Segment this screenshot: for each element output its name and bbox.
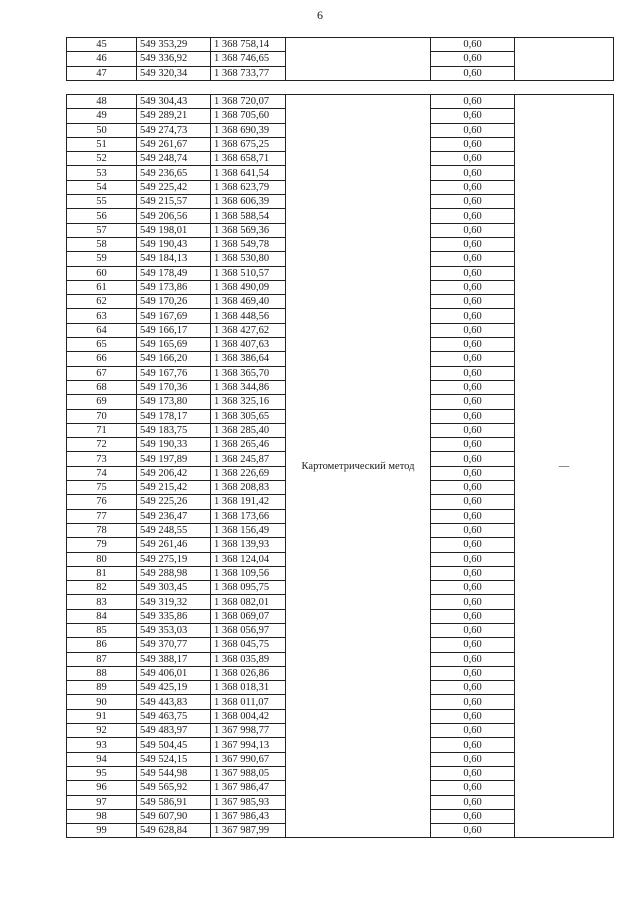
coordinate-y: 1 367 986,43 [211,809,286,823]
precision-value: 0,60 [431,766,515,780]
coordinate-y: 1 368 675,25 [211,137,286,151]
point-number: 64 [67,323,137,337]
precision-value: 0,60 [431,638,515,652]
point-number: 88 [67,666,137,680]
precision-value: 0,60 [431,666,515,680]
point-number: 79 [67,538,137,552]
point-number: 90 [67,695,137,709]
coordinate-y: 1 368 623,79 [211,180,286,194]
precision-value: 0,60 [431,66,515,80]
point-number: 95 [67,766,137,780]
coordinate-x: 549 215,42 [137,481,211,495]
precision-value: 0,60 [431,166,515,180]
coordinate-x: 549 173,86 [137,280,211,294]
coordinate-x: 549 248,55 [137,523,211,537]
coordinate-y: 1 368 026,86 [211,666,286,680]
precision-value: 0,60 [431,323,515,337]
precision-value: 0,60 [431,809,515,823]
precision-value: 0,60 [431,595,515,609]
coordinate-x: 549 170,26 [137,295,211,309]
precision-value: 0,60 [431,95,515,109]
point-number: 70 [67,409,137,423]
coordinate-x: 549 178,49 [137,266,211,280]
coordinate-x: 549 544,98 [137,766,211,780]
coordinate-y: 1 368 344,86 [211,380,286,394]
precision-value: 0,60 [431,423,515,437]
precision-value: 0,60 [431,781,515,795]
precision-value: 0,60 [431,738,515,752]
coordinate-x: 549 275,19 [137,552,211,566]
method-cell: Картометрический метод [286,95,431,838]
coordinate-y: 1 368 109,56 [211,566,286,580]
coordinate-x: 549 406,01 [137,666,211,680]
coordinate-y: 1 368 082,01 [211,595,286,609]
coordinate-y: 1 368 758,14 [211,38,286,52]
coordinate-x: 549 173,80 [137,395,211,409]
coordinate-x: 549 504,45 [137,738,211,752]
point-number: 84 [67,609,137,623]
coordinate-x: 549 215,57 [137,195,211,209]
point-number: 81 [67,566,137,580]
point-number: 77 [67,509,137,523]
coordinate-x: 549 198,01 [137,223,211,237]
precision-value: 0,60 [431,209,515,223]
coordinate-x: 549 483,97 [137,724,211,738]
point-number: 61 [67,280,137,294]
precision-value: 0,60 [431,52,515,66]
precision-value: 0,60 [431,395,515,409]
coordinate-y: 1 368 705,60 [211,109,286,123]
precision-value: 0,60 [431,466,515,480]
point-number: 82 [67,581,137,595]
coordinate-x: 549 206,56 [137,209,211,223]
coordinate-y: 1 368 641,54 [211,166,286,180]
precision-value: 0,60 [431,538,515,552]
coordinate-x: 549 165,69 [137,338,211,352]
coordinate-x: 549 206,42 [137,466,211,480]
point-number: 87 [67,652,137,666]
point-number: 52 [67,152,137,166]
precision-value: 0,60 [431,623,515,637]
coordinate-y: 1 368 569,36 [211,223,286,237]
coordinate-x: 549 167,76 [137,366,211,380]
coordinate-x: 549 274,73 [137,123,211,137]
point-number: 49 [67,109,137,123]
coordinate-y: 1 368 095,75 [211,581,286,595]
page-number: 6 [317,8,323,22]
point-number: 99 [67,824,137,838]
coordinate-x: 549 166,20 [137,352,211,366]
precision-value: 0,60 [431,366,515,380]
coordinate-y: 1 368 530,80 [211,252,286,266]
coordinate-x: 549 304,43 [137,95,211,109]
precision-value: 0,60 [431,352,515,366]
coordinate-x: 549 320,34 [137,66,211,80]
point-number: 94 [67,752,137,766]
coordinate-y: 1 368 427,62 [211,323,286,337]
point-number: 98 [67,809,137,823]
coordinate-y: 1 367 986,47 [211,781,286,795]
point-number: 50 [67,123,137,137]
coordinate-x: 549 261,46 [137,538,211,552]
precision-value: 0,60 [431,552,515,566]
point-number: 60 [67,266,137,280]
coordinate-y: 1 368 386,64 [211,352,286,366]
coordinate-y: 1 368 265,46 [211,438,286,452]
coordinate-x: 549 425,19 [137,681,211,695]
point-number: 76 [67,495,137,509]
point-number: 66 [67,352,137,366]
coordinate-y: 1 368 124,04 [211,552,286,566]
point-number: 86 [67,638,137,652]
coordinate-x: 549 178,17 [137,409,211,423]
coordinate-x: 549 166,17 [137,323,211,337]
coordinate-x: 549 463,75 [137,709,211,723]
coordinate-y: 1 368 035,89 [211,652,286,666]
precision-value: 0,60 [431,309,515,323]
coordinate-x: 549 353,29 [137,38,211,52]
dash-cell: — [515,95,614,838]
precision-value: 0,60 [431,280,515,294]
precision-value: 0,60 [431,38,515,52]
coordinate-y: 1 368 173,66 [211,509,286,523]
precision-value: 0,60 [431,581,515,595]
coordinate-y: 1 368 407,63 [211,338,286,352]
coordinate-y: 1 368 690,39 [211,123,286,137]
precision-value: 0,60 [431,438,515,452]
coordinate-x: 549 261,67 [137,137,211,151]
coordinate-y: 1 367 990,67 [211,752,286,766]
precision-value: 0,60 [431,609,515,623]
precision-value: 0,60 [431,695,515,709]
precision-value: 0,60 [431,338,515,352]
coordinate-x: 549 524,15 [137,752,211,766]
coordinate-y: 1 368 245,87 [211,452,286,466]
point-number: 59 [67,252,137,266]
point-number: 57 [67,223,137,237]
coordinate-x: 549 353,03 [137,623,211,637]
coordinate-x: 549 225,26 [137,495,211,509]
precision-value: 0,60 [431,195,515,209]
coordinate-y: 1 368 018,31 [211,681,286,695]
coordinate-x: 549 336,92 [137,52,211,66]
coordinate-y: 1 368 056,97 [211,623,286,637]
coordinate-y: 1 368 606,39 [211,195,286,209]
point-number: 56 [67,209,137,223]
precision-value: 0,60 [431,709,515,723]
dash-cell [515,38,614,81]
coordinate-x: 549 190,43 [137,237,211,251]
precision-value: 0,60 [431,652,515,666]
point-number: 96 [67,781,137,795]
precision-value: 0,60 [431,137,515,151]
table-row [67,38,614,52]
coordinate-y: 1 368 285,40 [211,423,286,437]
coordinate-x: 549 236,47 [137,509,211,523]
point-number: 91 [67,709,137,723]
point-number: 47 [67,66,137,80]
coordinate-y: 1 368 469,40 [211,295,286,309]
coordinate-x: 549 288,98 [137,566,211,580]
point-number: 53 [67,166,137,180]
point-number: 83 [67,595,137,609]
coordinate-x: 549 586,91 [137,795,211,809]
precision-value: 0,60 [431,123,515,137]
precision-value: 0,60 [431,380,515,394]
point-number: 92 [67,724,137,738]
coordinate-x: 549 388,17 [137,652,211,666]
precision-value: 0,60 [431,795,515,809]
coordinate-y: 1 368 365,70 [211,366,286,380]
coordinate-x: 549 190,33 [137,438,211,452]
point-number: 67 [67,366,137,380]
coordinate-y: 1 368 139,93 [211,538,286,552]
point-number: 48 [67,95,137,109]
point-number: 97 [67,795,137,809]
coordinate-x: 549 248,74 [137,152,211,166]
precision-value: 0,60 [431,237,515,251]
point-number: 58 [67,237,137,251]
coordinate-y: 1 368 720,07 [211,95,286,109]
coordinate-x: 549 183,75 [137,423,211,437]
precision-value: 0,60 [431,509,515,523]
coordinate-y: 1 368 448,56 [211,309,286,323]
point-number: 71 [67,423,137,437]
precision-value: 0,60 [431,523,515,537]
precision-value: 0,60 [431,824,515,838]
point-number: 51 [67,137,137,151]
coordinate-y: 1 368 045,75 [211,638,286,652]
coordinate-y: 1 368 733,77 [211,66,286,80]
precision-value: 0,60 [431,481,515,495]
coordinate-x: 549 607,90 [137,809,211,823]
point-number: 54 [67,180,137,194]
coordinate-y: 1 368 208,83 [211,481,286,495]
precision-value: 0,60 [431,452,515,466]
precision-value: 0,60 [431,152,515,166]
coordinate-x: 549 443,83 [137,695,211,709]
table-row [67,95,614,109]
point-number: 78 [67,523,137,537]
coordinate-x: 549 303,45 [137,581,211,595]
point-number: 69 [67,395,137,409]
precision-value: 0,60 [431,681,515,695]
precision-value: 0,60 [431,752,515,766]
coordinate-y: 1 367 994,13 [211,738,286,752]
point-number: 73 [67,452,137,466]
point-number: 46 [67,52,137,66]
coordinate-x: 549 628,84 [137,824,211,838]
coordinate-x: 549 225,42 [137,180,211,194]
point-number: 63 [67,309,137,323]
precision-value: 0,60 [431,295,515,309]
point-number: 55 [67,195,137,209]
coordinate-x: 549 184,13 [137,252,211,266]
coordinate-y: 1 368 510,57 [211,266,286,280]
coordinate-y: 1 368 156,49 [211,523,286,537]
coordinate-y: 1 368 069,07 [211,609,286,623]
point-number: 89 [67,681,137,695]
coordinate-y: 1 368 490,09 [211,280,286,294]
coordinate-x: 549 565,92 [137,781,211,795]
coordinate-x: 549 289,21 [137,109,211,123]
precision-value: 0,60 [431,252,515,266]
precision-value: 0,60 [431,266,515,280]
coordinate-y: 1 367 987,99 [211,824,286,838]
coordinate-x: 549 335,86 [137,609,211,623]
precision-value: 0,60 [431,223,515,237]
coordinate-y: 1 368 588,54 [211,209,286,223]
point-number: 72 [67,438,137,452]
coordinate-y: 1 367 988,05 [211,766,286,780]
coordinate-y: 1 367 998,77 [211,724,286,738]
coordinate-y: 1 368 004,42 [211,709,286,723]
point-number: 80 [67,552,137,566]
coordinate-y: 1 368 658,71 [211,152,286,166]
point-number: 65 [67,338,137,352]
point-number: 62 [67,295,137,309]
coordinates-table-main [66,94,614,838]
coordinate-y: 1 368 011,07 [211,695,286,709]
precision-value: 0,60 [431,724,515,738]
precision-value: 0,60 [431,495,515,509]
coordinate-x: 549 370,77 [137,638,211,652]
coordinates-table-top [66,37,614,81]
method-cell [286,38,431,81]
coordinate-x: 549 319,32 [137,595,211,609]
coordinate-y: 1 368 746,65 [211,52,286,66]
coordinate-x: 549 170,36 [137,380,211,394]
coordinate-x: 549 167,69 [137,309,211,323]
point-number: 85 [67,623,137,637]
precision-value: 0,60 [431,566,515,580]
coordinate-y: 1 368 325,16 [211,395,286,409]
coordinate-y: 1 367 985,93 [211,795,286,809]
coordinate-y: 1 368 191,42 [211,495,286,509]
precision-value: 0,60 [431,109,515,123]
point-number: 45 [67,38,137,52]
point-number: 93 [67,738,137,752]
point-number: 75 [67,481,137,495]
coordinate-y: 1 368 226,69 [211,466,286,480]
point-number: 74 [67,466,137,480]
coordinate-x: 549 197,89 [137,452,211,466]
precision-value: 0,60 [431,180,515,194]
point-number: 68 [67,380,137,394]
coordinate-y: 1 368 305,65 [211,409,286,423]
coordinate-x: 549 236,65 [137,166,211,180]
precision-value: 0,60 [431,409,515,423]
coordinate-y: 1 368 549,78 [211,237,286,251]
